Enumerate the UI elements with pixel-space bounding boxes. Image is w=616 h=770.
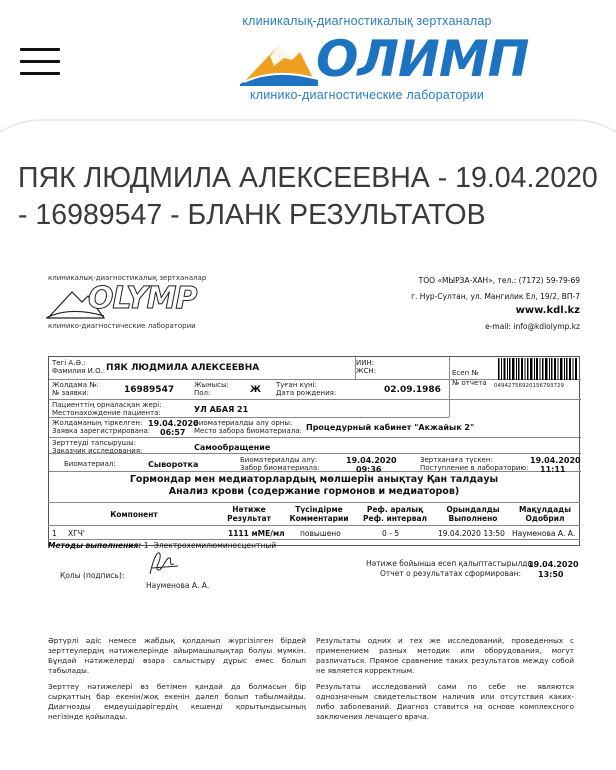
- report-generated-label-kz: Нәтиже бойынша есеп қалыптастырылды:: [366, 559, 536, 568]
- row-component: ХГЧ': [68, 529, 85, 538]
- order-label-kz: Жолдама №:: [52, 381, 99, 389]
- form-logo-tagline-kz: клиникалық-диагностикалық зертханалар: [48, 274, 207, 282]
- page-title: ПЯК ЛЮДМИЛА АЛЕКСЕЕВНА - 19.04.2020 - 16989547 - БЛАНК РЕЗУЛЬТАТОВ: [18, 162, 598, 231]
- menu-icon[interactable]: [20, 48, 60, 76]
- disclaimer-kz-2: Зерттеу нәтижелері өз бетімен қандай да болмасын бір сырқаттың бар екенін/жоқ екенін дәлел болып табылмайды. Диагнозды емдеушідәрігердің кешенді қорытындысының негізінде қойылады.: [48, 682, 306, 721]
- barcode-icon: [498, 358, 578, 380]
- report-number-label-kz: Есеп №: [452, 369, 479, 377]
- brand-tagline-kz: клиникалық-диагностикалық зертханалар: [242, 14, 492, 28]
- row-approved: Науменова А. А.: [512, 529, 576, 538]
- customer-label-ru: Заказчик исследования:: [52, 447, 143, 455]
- report-generated-label-ru: Отчет о результатах сформирован:: [380, 569, 522, 578]
- row-number: 1: [52, 529, 57, 538]
- brand-logo[interactable]: [232, 14, 529, 106]
- received-label-ru: Поступление в лабораторию:: [420, 464, 529, 472]
- sample-taken-label-kz: Биоматериалды алу:: [240, 456, 318, 464]
- registered-time: 06:57: [160, 428, 186, 437]
- header-divider: [0, 118, 616, 134]
- sample-taken-date: 19.04.2020: [346, 456, 397, 465]
- registered-label-ru: Заявка зарегистрирована:: [52, 427, 151, 435]
- site-header: [0, 0, 616, 118]
- customer-value: Самообращение: [194, 443, 271, 452]
- form-logo-word: OLYMP: [88, 281, 197, 316]
- disclaimer-ru-2: Результаты исследований сами по себе не являются однозначным свидетельством наличия или отсутствия каких-либо заболеваний. Диагноз ставится на основе комплексного заключения лечащего врача.: [316, 682, 574, 721]
- form-logo-tagline-ru: клинико-диагностические лаборатории: [48, 322, 196, 330]
- iin-label: ИИН:: [356, 359, 375, 367]
- column-header-reference: Реф. аралық Реф. интервал: [362, 505, 428, 523]
- report-generated-date: 19.04.2020: [528, 560, 579, 569]
- signature-label: Қолы (подпись):: [60, 571, 125, 580]
- report-number-label-ru: № отчета: [452, 379, 487, 387]
- registered-label-kz: Жолдаманың тіркелген:: [52, 419, 143, 427]
- method-line: Методы выполнения: 1 -Электрохемилюминесцентный: [48, 541, 277, 550]
- column-header-approved: Мақұлдады Одобрил: [519, 505, 571, 523]
- sample-place-label-kz: Биоматериалды алу орны:: [194, 419, 293, 427]
- brand-tagline-ru: клинико-диагностические лаборатории: [249, 88, 485, 102]
- dob-label-kz: Туған күні:: [276, 381, 317, 389]
- customer-label-kz: Зерттеуді тапсырушы:: [52, 439, 137, 447]
- dob-value: 02.09.1986: [384, 385, 441, 395]
- section-title-kz: Гормондар мен медиаторлардың мөлшерін анықтау Қан талдауы: [129, 474, 499, 485]
- column-header-component: Компонент: [110, 510, 158, 519]
- disclaimer-ru: [316, 636, 574, 728]
- sample-taken-label-ru: Забор биоматериала:: [240, 464, 320, 472]
- column-header-completed: Орындалды Выполнено: [446, 505, 500, 523]
- location-value: УЛ АБАЯ 21: [194, 405, 249, 414]
- row-result: 1111 мМЕ/мл: [228, 529, 285, 538]
- column-header-result: Нәтиже Результат: [227, 505, 271, 523]
- disclaimer-ru-1: Результаты одних и тех же исследований, проведенных с применением разных методик или оборудования, могут различаться. Прямое сравнение таких результатов между собой не является корректным.: [316, 636, 574, 675]
- received-label-kz: Зертханаға түскен:: [420, 456, 493, 464]
- section-title-ru: Анализ крови (содержание гормонов и медиаторов): [168, 486, 460, 497]
- received-time: 11:11: [540, 465, 566, 474]
- sample-taken-time: 09:36: [356, 465, 382, 474]
- company-website: www.kdl.kz: [515, 305, 580, 316]
- name-label-ru: Фамилия И.О.:: [52, 367, 106, 375]
- signature-image: [144, 546, 184, 580]
- disclaimer-kz: [48, 636, 306, 728]
- sex-value: Ж: [250, 385, 262, 395]
- location-label-ru: Местонахождение пациента:: [52, 409, 161, 417]
- sex-label-kz: Жынысы:: [194, 381, 229, 389]
- patient-name: ПЯК ЛЮДМИЛА АЛЕКСЕЕВНА: [106, 363, 260, 373]
- company-address: г. Нур-Султан, ул. Мангилик Ел, 19/2, ВП-7: [411, 292, 580, 301]
- received-date: 19.04.2020: [530, 456, 581, 465]
- order-number: 16989547: [124, 385, 175, 395]
- row-reference: 0 - 5: [382, 529, 400, 538]
- name-label-kz: Тегі А.Ә.:: [52, 359, 86, 367]
- order-label-ru: № заявки:: [52, 389, 89, 397]
- registered-date: 19.04.2020: [148, 419, 199, 428]
- column-header-comment: Түсіндірме Комментарии: [289, 505, 349, 523]
- row-completed: 19.04.2020 13:50: [438, 529, 505, 538]
- sample-place-value: Процедурный кабинет "Акжайык 2": [306, 423, 475, 432]
- zhsn-label: ЖСН:: [356, 367, 377, 375]
- company-email: e-mail: info@kdlolymp.kz: [485, 322, 580, 331]
- brand-name: ОЛИМП: [316, 30, 529, 88]
- company-info: ТОО «МЫРЗА-ХАН», тел.: (7172) 59-79-69: [418, 276, 580, 285]
- mountain-logo-icon: [240, 36, 318, 86]
- biomaterial-value: Сыворотка: [148, 460, 199, 469]
- row-comment: повышено: [300, 529, 341, 538]
- dob-label-ru: Дата рождения:: [276, 389, 337, 397]
- report-generated-time: 13:50: [538, 570, 564, 579]
- disclaimer-kz-1: Әртүрлі әдіс немесе жабдық қолданып жүргізілген бірдей зерттеулердің нәтижелерінде айырмашылықтар болуы мүмкін. Бұндай нәтижелерді өзара салыстыру дұрыс емес болып табылады.: [48, 636, 306, 675]
- barcode-number: 04942756920156793729: [494, 383, 564, 389]
- sample-place-label-ru: Место забора биоматериала:: [194, 427, 302, 435]
- sex-label-ru: Пол:: [194, 389, 211, 397]
- biomaterial-label: Биоматериал:: [64, 460, 116, 468]
- signer-name: Науменова А. А.: [146, 581, 210, 590]
- location-label-kz: Пациенттің орналасқан жері:: [52, 401, 162, 409]
